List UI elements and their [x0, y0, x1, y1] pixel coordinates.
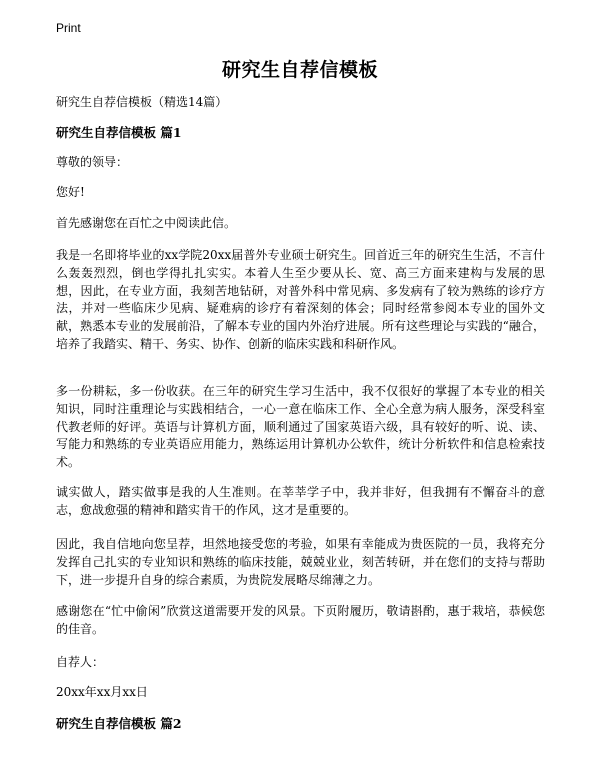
intro-line: 首先感谢您在百忙之中阅读此信。	[56, 216, 237, 230]
paragraph-5: 感谢您在“忙中偷闲”欣赏这道需要开发的风景。下页附履历，敬请斟酌，惠于栽培，恭候您的佳音。	[56, 604, 545, 636]
paragraph-3: 诚实做人，踏实做事是我的人生准则。在莘莘学子中，我并非好，但我拥有不懈奋斗的意志，愈战愈强的精神和踏实肯干的作风，这才是重要的。	[56, 485, 545, 517]
section-heading-2: 研究生自荐信模板 篇2	[56, 716, 182, 731]
signature-label: 自荐人：	[56, 655, 105, 669]
paragraph-1: 我是一名即将毕业的xx学院20xx届普外专业硕士研究生。回首近三年的研究生生活，不言什么轰轰烈烈，倒也学得扎扎实实。本着人生至少要从长、宽、高三方面来建构与发展的思想，因此，在专业方面，我刻苦地钻研，对普外科中常见病、多发病有了较为熟练的诊疗方法，并对一些临床少见病、疑难病的诊疗有着深刻的体会；同时经常参阅本专业的国外文献，熟悉本专业的发展前沿，了解本专业的国内外治疗进展。所有这些理论与实践的“融合，培养了我踏实、精干、务实、协作、创新的临床实践和科研作风。	[56, 248, 545, 351]
salutation: 尊敬的领导：	[56, 155, 129, 169]
document-title: 研究生自荐信模板	[221, 59, 378, 81]
section-heading-1: 研究生自荐信模板 篇1	[56, 125, 182, 140]
paragraph-4: 因此，我自信地向您呈荐，坦然地接受您的考验，如果有幸能成为贵医院的一员，我将充分发挥自己扎实的专业知识和熟练的临床技能，兢兢业业，刻苦转研，并在您们的支持与帮助下，进一步提升自身的综合素质，为贵院发展略尽绵薄之力。	[56, 537, 545, 587]
greeting: 您好!	[56, 185, 85, 199]
signature-date: 20xx年xx月xx日	[56, 685, 148, 699]
document-subtitle: 研究生自荐信模板（精选14篇）	[56, 95, 228, 109]
paragraph-2: 多一份耕耘，多一份收获。在三年的研究生学习生活中，我不仅很好的掌握了本专业的相关知识，同时注重理论与实践相结合，一心一意在临床工作、全心全意为病人服务，深受科室代教老师的好评。英语与计算机方面，顺利通过了国家英语六级，具有较好的听、说、读、写能力和熟练的专业英语应用能力，熟练运用计算机办公软件，统计分析软件和信息检索技术。	[56, 384, 545, 470]
print-label: Print	[56, 21, 81, 35]
